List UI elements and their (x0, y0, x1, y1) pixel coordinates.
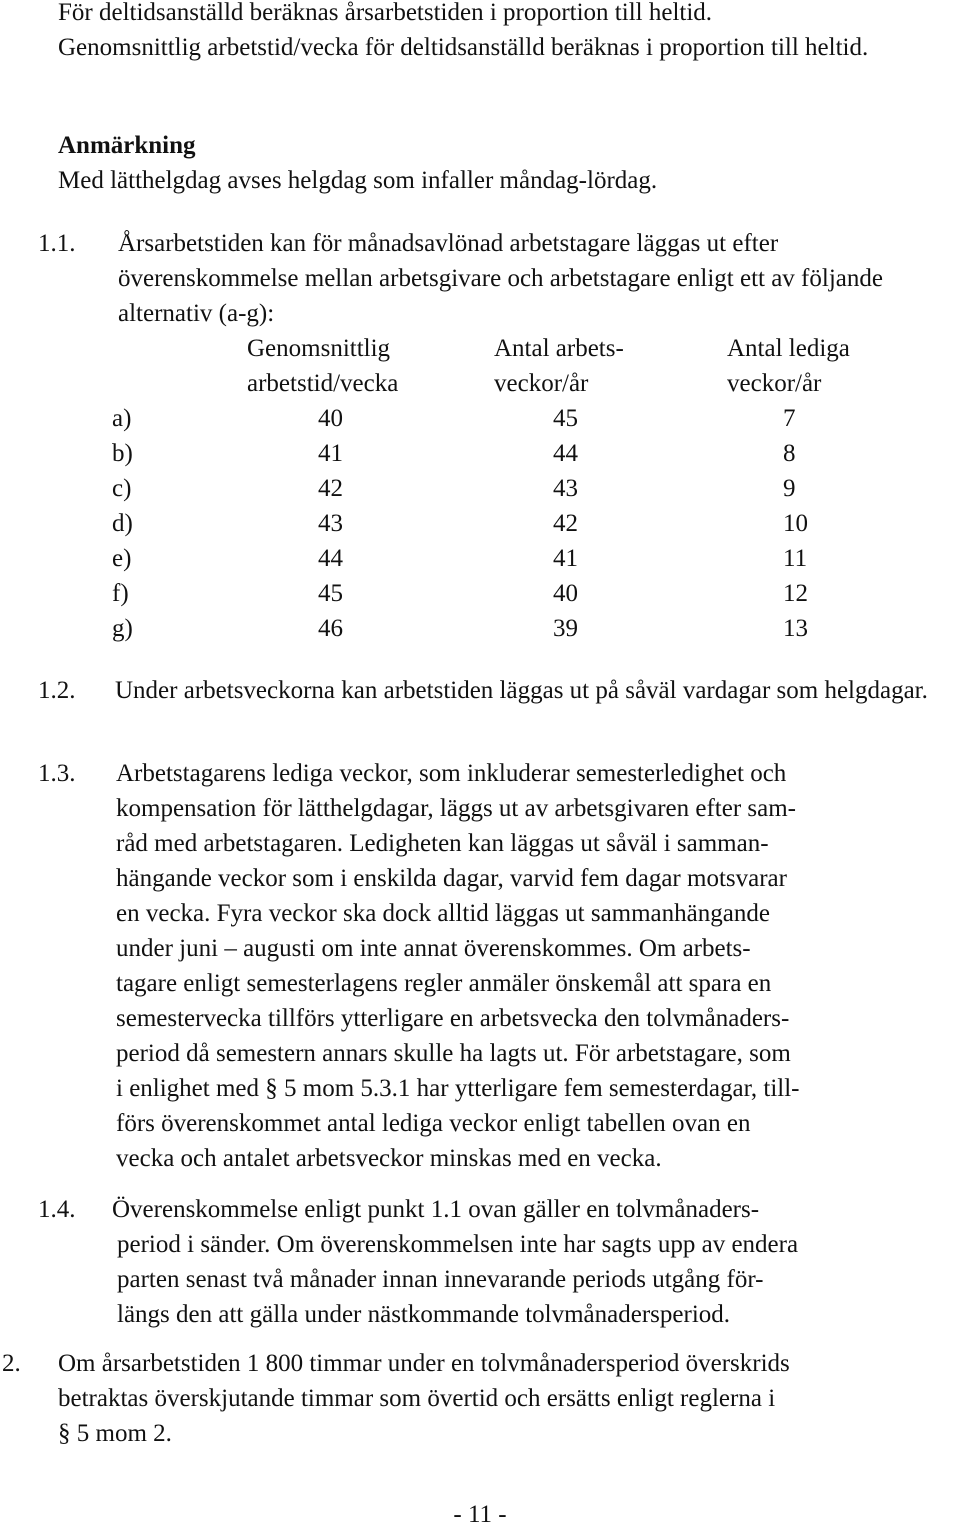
text-line: Om årsarbetstiden 1 800 timmar under en tolvmånadersperiod överskrids (58, 1350, 790, 1377)
section-1-4-text (112, 1192, 952, 1332)
section-1-1-number: 1.1. (38, 230, 76, 257)
text-line: betraktas överskjutande timmar som övertid och ersätts enligt reglerna i (58, 1385, 776, 1412)
text-line: Arbetstagarens lediga veckor, som inkluderar semesterledighet och (116, 760, 787, 787)
text-line: kompensation för lätthelgdagar, läggs ut av arbetsgivaren efter sam- (116, 795, 797, 822)
table-row (112, 611, 912, 646)
table-cell-hours: 43 (318, 510, 343, 537)
table-header-free-weeks (727, 331, 850, 401)
table-row (112, 471, 912, 506)
section-1-1-text: Årsarbetstiden kan för månadsavlönad arbetstagare läggas ut efter överenskommelse mellan arbetsgivare och arbetstagare enligt ett av följande alternativ (a-g): (118, 230, 883, 327)
table-cell-work-weeks: 45 (553, 405, 578, 432)
header-line: veckor/år (494, 370, 589, 397)
table-cell-alternative: b) (112, 440, 133, 467)
section-1-2-text: Under arbetsveckorna kan arbetstiden läggas ut på såväl vardagar som helgdagar. (115, 677, 928, 704)
table-cell-alternative: a) (112, 405, 132, 432)
header-line: arbetstid/vecka (247, 370, 399, 397)
header-line: Antal lediga (727, 335, 850, 362)
section-2-number: 2. (2, 1350, 21, 1377)
table-row (112, 541, 912, 576)
table-cell-alternative: d) (112, 510, 133, 537)
table-cell-alternative: c) (112, 475, 132, 502)
table-cell-work-weeks: 42 (553, 510, 578, 537)
table-row (112, 506, 912, 541)
table-cell-free-weeks: 12 (783, 580, 808, 607)
table-header-work-weeks (494, 331, 624, 401)
table-cell-work-weeks: 43 (553, 475, 578, 502)
table-cell-alternative: f) (112, 580, 129, 607)
section-1-4-number: 1.4. (38, 1196, 76, 1223)
text-line: Överenskommelse enligt punkt 1.1 ovan gäller en tolvmånaders- (112, 1196, 760, 1223)
table-cell-free-weeks: 9 (783, 475, 796, 502)
table-cell-hours: 42 (318, 475, 343, 502)
text-line: period i sänder. Om överenskommelsen inte har sagts upp av endera (117, 1231, 799, 1258)
page-number: - 11 - (453, 1501, 507, 1528)
text-line: under juni – augusti om inte annat överenskommes. Om arbets- (116, 935, 751, 962)
table-cell-work-weeks: 44 (553, 440, 578, 467)
intro-line-1: För deltidsanställd beräknas årsarbetstiden i proportion till heltid. (58, 0, 713, 26)
table-cell-work-weeks: 39 (553, 615, 578, 642)
text-line: semestervecka tillförs ytterligare en arbetsvecka den tolvmånaders- (116, 1005, 790, 1032)
table-cell-hours: 44 (318, 545, 343, 572)
table-cell-alternative: e) (112, 545, 132, 572)
table-cell-free-weeks: 10 (783, 510, 808, 537)
text-line: förs överenskommet antal lediga veckor enligt tabellen ovan en (116, 1110, 751, 1137)
remark-block (58, 128, 938, 198)
header-line: veckor/år (727, 370, 822, 397)
section-1-3-number: 1.3. (38, 760, 76, 787)
text-line: parten senast två månader innan innevarande periods utgång för- (117, 1266, 764, 1293)
table-header-weekly-hours (247, 331, 398, 401)
text-line: tagare enligt semesterlagens regler anmäler önskemål att spara en (116, 970, 772, 997)
header-line: Antal arbets- (494, 335, 624, 362)
table-cell-hours: 40 (318, 405, 343, 432)
intro-paragraph (58, 0, 938, 65)
intro-line-2: Genomsnittlig arbetstid/vecka för deltidsanställd beräknas i proportion till heltid. (58, 34, 869, 61)
text-line: i enlighet med § 5 mom 5.3.1 har ytterligare fem semesterdagar, till- (116, 1075, 800, 1102)
table-cell-hours: 45 (318, 580, 343, 607)
text-line: vecka och antalet arbetsveckor minskas med en vecka. (116, 1145, 662, 1172)
text-line: period då semestern annars skulle ha lagts ut. För arbetstagare, som (116, 1040, 791, 1067)
table-cell-hours: 46 (318, 615, 343, 642)
text-line: § 5 mom 2. (58, 1420, 172, 1447)
remark-text: Med lätthelgdag avses helgdag som infaller måndag-lördag. (58, 167, 658, 194)
table-cell-free-weeks: 7 (783, 405, 796, 432)
text-line: råd med arbetstagaren. Ledigheten kan läggas ut såväl i samman- (116, 830, 769, 857)
table-cell-free-weeks: 11 (783, 545, 808, 572)
table-cell-work-weeks: 41 (553, 545, 578, 572)
remark-heading: Anmärkning (58, 132, 196, 159)
table-cell-work-weeks: 40 (553, 580, 578, 607)
table-row (112, 436, 912, 471)
section-2-text (58, 1346, 953, 1451)
table-row (112, 576, 912, 611)
text-line: längs den att gälla under nästkommande tolvmånadersperiod. (117, 1301, 731, 1328)
table-cell-free-weeks: 13 (783, 615, 808, 642)
section-1-2-number: 1.2. (38, 677, 76, 704)
table-cell-alternative: g) (112, 615, 133, 642)
table-cell-free-weeks: 8 (783, 440, 796, 467)
text-line: en vecka. Fyra veckor ska dock alltid läggas ut sammanhängande (116, 900, 770, 927)
section-1-3-text (116, 756, 946, 1176)
text-line: hängande veckor som i enskilda dagar, varvid fem dagar motsvarar (116, 865, 787, 892)
header-line: Genomsnittlig (247, 335, 391, 362)
table-cell-hours: 41 (318, 440, 343, 467)
table-row (112, 401, 912, 436)
